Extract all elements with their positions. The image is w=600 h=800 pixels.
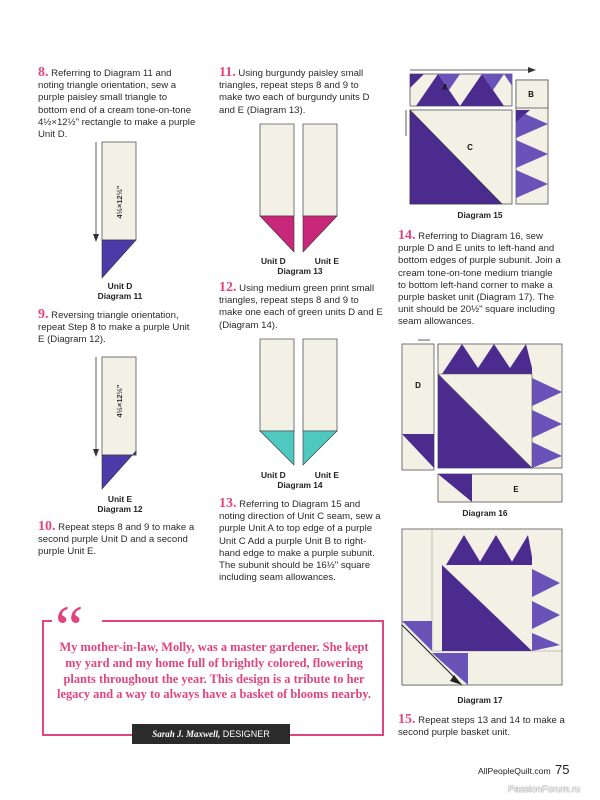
diagram-13-caption — [255, 256, 345, 276]
unit-e-triangle — [303, 216, 337, 252]
unit-e-triangle — [303, 431, 337, 465]
diagram-16-caption: Diagram 16 — [462, 508, 508, 518]
label-b: B — [528, 90, 534, 99]
unit-b — [516, 80, 548, 204]
step-13 — [219, 498, 384, 584]
step-text: Referring to Diagram 16, sew purple D and E units to left-hand and bottom edges of purple subunit. Join a cream tone-on-tone medium triangle to bottom left-hand corner to make a purple basket unit (Diagram 17). The unit should be 20½" square including seam allowances. — [398, 231, 561, 328]
label-e: E — [513, 485, 519, 494]
diagram-14-caption — [255, 470, 345, 490]
diagram-11 — [90, 140, 140, 280]
dimension-label: 4½×12½" — [115, 185, 124, 219]
designer-quote: My mother-in-law, Molly, was a master gardener. She kept my yard and my home full of brightly colored, flowering plants throughout the year. This design is a tribute to her legacy and a way to always have a basket of blooms nearby. — [57, 640, 371, 702]
step-14 — [398, 230, 563, 329]
unit-a — [410, 74, 512, 106]
unit-e — [438, 474, 562, 502]
arrow-head — [528, 67, 536, 73]
step-number: 12. — [219, 280, 237, 295]
diagram-12 — [90, 355, 140, 495]
step-10 — [38, 521, 198, 559]
unit-label: Unit D — [107, 281, 133, 291]
diagram-16 — [398, 338, 566, 506]
diagram-15 — [402, 66, 557, 212]
diagram-11-caption — [80, 281, 160, 301]
unit-d-label: Unit D — [261, 470, 286, 480]
quote-mark-icon: “ — [55, 592, 84, 663]
step-number: 15. — [398, 712, 416, 727]
unit-d-rectangle — [260, 124, 294, 216]
diagram-label: Diagram 11 — [97, 291, 143, 301]
diagram-label: Diagram 12 — [97, 504, 143, 514]
diagram-13 — [255, 120, 345, 256]
diagram-15-caption: Diagram 15 — [457, 210, 503, 220]
purple-triangle — [102, 451, 136, 489]
step-11 — [219, 67, 379, 117]
designer-credit — [132, 724, 290, 744]
arrow-head — [93, 234, 99, 242]
step-number: 8. — [38, 65, 49, 80]
diagram-14 — [255, 335, 345, 469]
unit-d-triangle — [260, 216, 294, 252]
purple-triangle — [102, 240, 136, 278]
step-text: Reversing triangle orientation, repeat Step 8 to make a purple Unit E (Diagram 12). — [38, 310, 190, 346]
diagram-label: Diagram 14 — [277, 480, 323, 490]
page-number: 75 — [555, 762, 570, 777]
step-number: 10. — [38, 519, 56, 534]
dimension-label: 4½×12½" — [115, 384, 124, 418]
unit-d — [402, 344, 434, 470]
step-number: 13. — [219, 496, 237, 511]
label-a: A — [442, 83, 448, 92]
step-8 — [38, 67, 198, 141]
designer-role: DESIGNER — [222, 729, 270, 739]
step-9 — [38, 309, 198, 347]
step-12 — [219, 282, 384, 332]
subunit — [438, 344, 562, 468]
unit-labels — [255, 470, 345, 480]
step-text: Using burgundy paisley small triangles, repeat steps 8 and 9 to make two each of burgundy units D and E (Diagram 13). — [219, 68, 370, 116]
unit-d-triangle — [260, 431, 294, 465]
label-d: D — [415, 381, 421, 390]
label-c: C — [467, 143, 473, 152]
arrow-head — [93, 449, 99, 457]
step-text: Referring to Diagram 15 and noting direction of Unit C seam, sew a purple Unit A to top edge of a purple Unit C Add a purple Unit B to right-hand edge to make a purple subunit. The subunit should be 16½" square including seam allowances. — [219, 499, 381, 584]
unit-d-label: Unit D — [261, 256, 286, 266]
footer-site: AllPeopleQuilt.com — [478, 766, 551, 776]
step-number: 11. — [219, 65, 236, 80]
diagram-17-caption: Diagram 17 — [457, 695, 503, 705]
unit-e-rectangle — [303, 124, 337, 216]
step-text: Referring to Diagram 11 and noting triangle orientation, sew a purple paisley small triangle to bottom end of a cream tone-on-tone 4½×12½" rectangle to make a purple Unit D. — [38, 68, 196, 141]
unit-e-rectangle — [303, 339, 337, 431]
unit-e-label: Unit E — [314, 470, 339, 480]
diagram-label: Diagram 13 — [277, 266, 323, 276]
step-text: Using medium green print small triangles, repeat steps 8 and 9 to make one each of green units D and E (Diagram 14). — [219, 283, 383, 331]
step-number: 14. — [398, 228, 416, 243]
watermark: PassionForum.ru — [508, 784, 581, 795]
unit-d-rectangle — [260, 339, 294, 431]
step-text: Repeat steps 8 and 9 to make a second purple Unit D and a second purple Unit E. — [38, 522, 195, 558]
unit-c — [410, 110, 512, 204]
step-text: Repeat steps 13 and 14 to make a second purple basket unit. — [398, 715, 565, 739]
designer-name: Sarah J. Maxwell, — [152, 729, 221, 739]
step-15 — [398, 714, 568, 739]
diagram-17 — [398, 525, 566, 689]
unit-e-label: Unit E — [314, 256, 339, 266]
diagram-12-caption — [80, 494, 160, 514]
unit-label: Unit E — [107, 494, 133, 504]
step-number: 9. — [38, 307, 49, 322]
unit-labels — [255, 256, 345, 266]
